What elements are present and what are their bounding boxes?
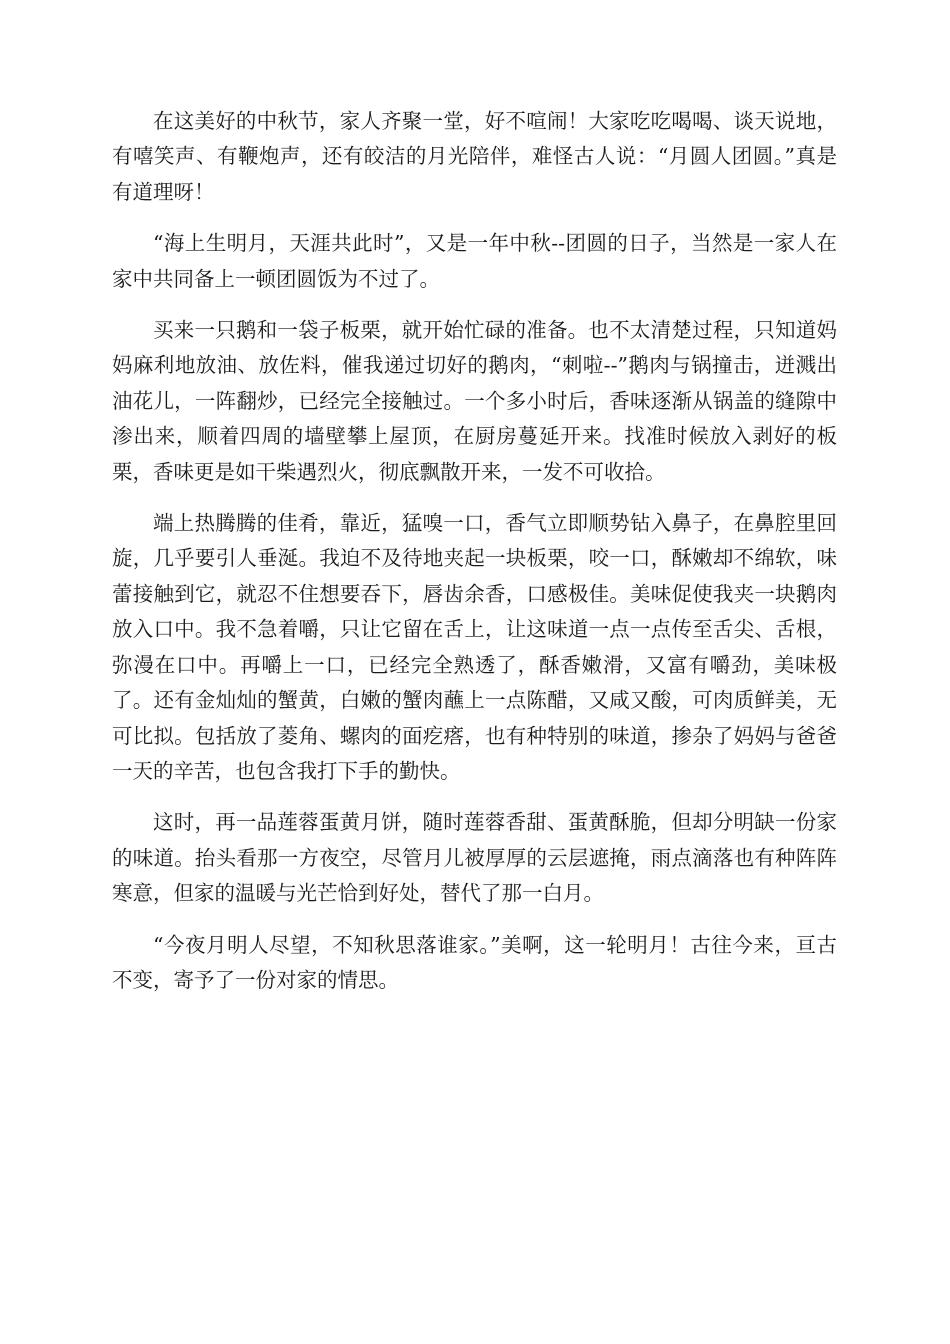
document-body: [112, 104, 837, 1014]
paragraph-6: “今夜月明人尽望，不知秋思落谁家。”美啊，这一轮明月！古往今来，亘古不变，寄予了一份对家的情思。: [112, 932, 837, 992]
paragraph-1: 在这美好的中秋节，家人齐聚一堂，好不喧闹！大家吃吃喝喝、谈天说地，有嘻笑声、有鞭炮声，还有皎洁的月光陪伴，难怪古人说：“月圆人团圆。”真是有道理呀！: [112, 109, 837, 204]
paragraph-4: 端上热腾腾的佳肴，靠近，猛嗅一口，香气立即顺势钻入鼻子，在鼻腔里回旋，几乎要引人垂涎。我迫不及待地夹起一块板栗，咬一口，酥嫩却不绵软，味蕾接触到它，就忍不住想要吞下，唇齿余香，口感极佳。美味促使我夹一块鹅肉放入口中。我不急着嚼，只让它留在舌上，让这味道一点一点传至舌尖、舌根，弥漫在口中。再嚼上一口，已经完全熟透了，酥香嫩滑，又富有嚼劲，美味极了。还有金灿灿的蟹黄，白嫩的蟹肉蘸上一点陈醋，又咸又酸，可肉质鲜美，无可比拟。包括放了菱角、螺肉的面疙瘩，也有种特别的味道，掺杂了妈妈与爸爸一天的辛苦，也包含我打下手的勤快。: [112, 511, 837, 783]
paragraph-5: 这时，再一品莲蓉蛋黄月饼，随时莲蓉香甜、蛋黄酥脆，但却分明缺一份家的味道。抬头看那一方夜空，尽管月儿被厚厚的云层遮掩，雨点滴落也有种阵阵寒意，但家的温暖与光芒恰到好处，替代了那一白月。: [112, 810, 837, 906]
paragraph-3: 买来一只鹅和一袋子板栗，就开始忙碌的准备。也不太清楚过程，只知道妈妈麻利地放油、放佐料，催我递过切好的鹅肉，“刺啦--”鹅肉与锅撞击，迸溅出油花儿，一阵翻炒，已经完全接触过。一个多小时后，香味逐渐从锅盖的缝隙中渗出来，顺着四周的墙壁攀上屋顶，在厨房蔓延开来。找准时候放入剥好的板栗，香味更是如干柴遇烈火，彻底飘散开来，一发不可收拾。: [112, 318, 837, 484]
paragraph-2: “海上生明月，天涯共此时”，又是一年中秋--团圆的日子，当然是一家人在家中共同备上一顿团圆饭为不过了。: [112, 231, 837, 291]
